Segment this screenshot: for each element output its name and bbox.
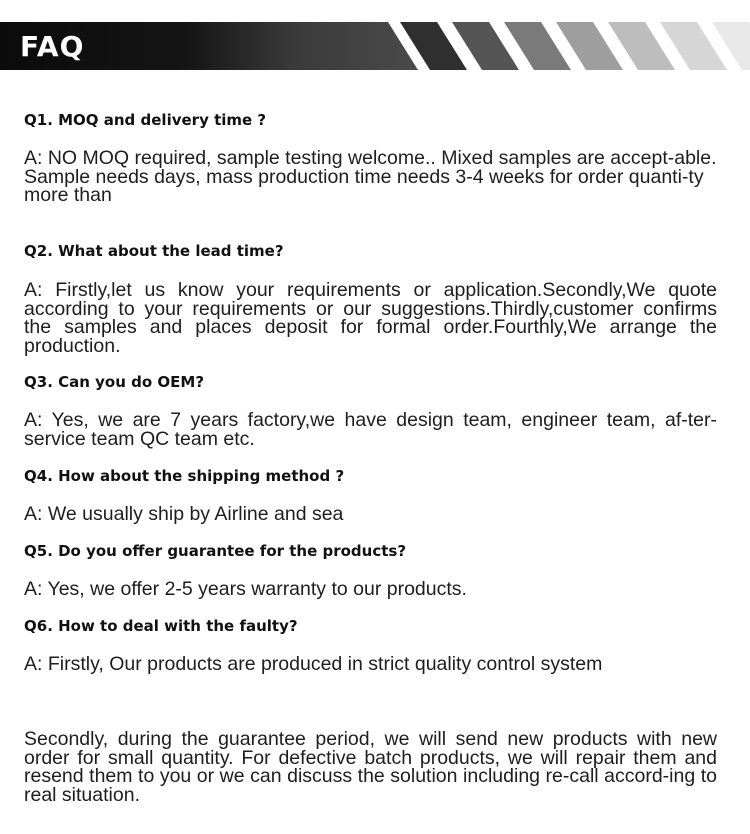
faq-answer-2 <box>24 281 717 355</box>
faq-answer-4-text: A: We usually ship by Airline and sea <box>24 503 344 525</box>
faq-answer-2-text: A: Firstly,let us know your requirements or application.Secondly,We quote according to your requirements or our suggestions.Thirdly,customer confirms the samples and places deposit for formal order.Fourthly,We arrange the production. <box>24 279 717 357</box>
faq-question-6: Q6. How to deal with the faulty? <box>24 617 298 635</box>
faq-answer-3 <box>24 411 717 448</box>
faq-question-5: Q5. Do you offer guarantee for the products? <box>24 542 407 560</box>
faq-answer-5 <box>24 580 717 599</box>
faq-question-3: Q3. Can you do OEM? <box>24 373 205 391</box>
faq-answer-6-part-2 <box>24 730 717 804</box>
faq-answer-1 <box>24 149 717 205</box>
faq-answer-1-line-1: A: NO MOQ required, sample testing welcome.. Mixed samples are accept-able. <box>24 147 717 169</box>
faq-answer-5-text: A: Yes, we offer 2-5 years warranty to our products. <box>24 578 467 600</box>
faq-answer-3-text: A: Yes, we are 7 years factory,we have design team, engineer team, af-ter-service team QC team etc. <box>24 409 717 450</box>
faq-answer-6-line-1: A: Firstly, Our products are produced in strict quality control system <box>24 653 603 675</box>
faq-answer-1-line-2: Sample needs days, mass production time needs 3-4 weeks for order quanti-ty more than <box>24 165 704 206</box>
page-title: FAQ <box>20 30 85 63</box>
faq-question-1: Q1. MOQ and delivery time ? <box>24 111 267 129</box>
faq-answer-4 <box>24 505 717 524</box>
faq-banner <box>0 22 750 70</box>
banner-graphic <box>0 22 750 70</box>
faq-question-4: Q4. How about the shipping method ? <box>24 467 345 485</box>
faq-answer-6-line-2: Secondly, during the guarantee period, we will send new products with new order for small quantity. For defective batch products, we will repair them and resend them to you or we can discuss the solution including re-call accord-ing to real situation. <box>24 728 717 806</box>
faq-question-2: Q2. What about the lead time? <box>24 242 284 260</box>
faq-answer-6-part-1 <box>24 655 717 674</box>
